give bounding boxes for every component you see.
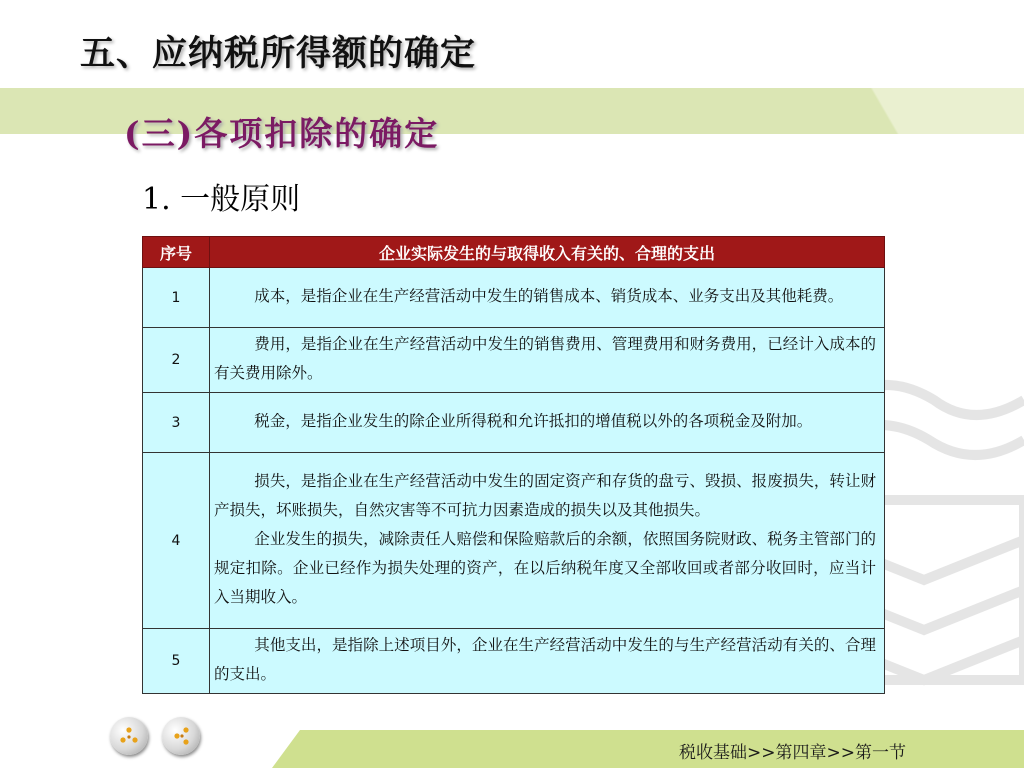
- row-paragraph: 成本，是指企业在生产经营活动中发生的销售成本、销货成本、业务支出及其他耗费。: [254, 287, 844, 305]
- footer-band: [300, 730, 1024, 768]
- dots-prev-icon: [117, 724, 141, 748]
- row-description: [210, 328, 885, 393]
- row-number: 3: [143, 393, 210, 453]
- row-paragraph: 企业发生的损失，减除责任人赔偿和保险赔款后的余额，依照国务院财政、税务主管部门的规定扣除。企业已经作为损失处理的资产，在以后纳税年度又全部收回或者部分收回时，应当计入当期收入。: [214, 530, 876, 606]
- table-row: [143, 268, 885, 328]
- prev-slide-button[interactable]: [110, 717, 148, 755]
- slide-title: 五、应纳税所得额的确定: [80, 34, 477, 74]
- header-description: 企业实际发生的与取得收入有关的、合理的支出: [210, 237, 885, 268]
- row-number: 2: [143, 328, 210, 393]
- row-paragraph: 其他支出，是指除上述项目外，企业在生产经营活动中发生的与生产经营活动有关的、合理的支出。: [214, 636, 876, 683]
- row-description: [210, 393, 885, 453]
- slide-subtitle: (三)各项扣除的确定: [124, 114, 440, 153]
- next-slide-button[interactable]: [162, 717, 200, 755]
- table-row: [143, 393, 885, 453]
- table-header-row: [143, 237, 885, 268]
- table-row: [143, 328, 885, 393]
- header-serial: 序号: [143, 237, 210, 268]
- table-row: [143, 629, 885, 694]
- row-number: 4: [143, 453, 210, 629]
- row-description: [210, 629, 885, 694]
- row-paragraph: 损失，是指企业在生产经营活动中发生的固定资产和存货的盘亏、毁损、报废损失，转让财产损失，坏账损失，自然灾害等不可抗力因素造成的损失以及其他损失。: [214, 472, 876, 519]
- table-row: [143, 453, 885, 629]
- section-heading: 1. 一般原则: [142, 182, 301, 217]
- row-description: [210, 453, 885, 629]
- row-paragraph: 费用，是指企业在生产经营活动中发生的销售费用、管理费用和财务费用，已经计入成本的有关费用除外。: [214, 335, 876, 382]
- row-number: 5: [143, 629, 210, 694]
- row-number: 1: [143, 268, 210, 328]
- row-paragraph: 税金，是指企业发生的除企业所得税和允许抵扣的增值税以外的各项税金及附加。: [254, 412, 813, 430]
- dots-next-icon: [169, 724, 193, 748]
- footer-breadcrumb: 税收基础>>第四章>>第一节: [679, 743, 906, 763]
- deductions-table: [142, 236, 885, 694]
- row-description: [210, 268, 885, 328]
